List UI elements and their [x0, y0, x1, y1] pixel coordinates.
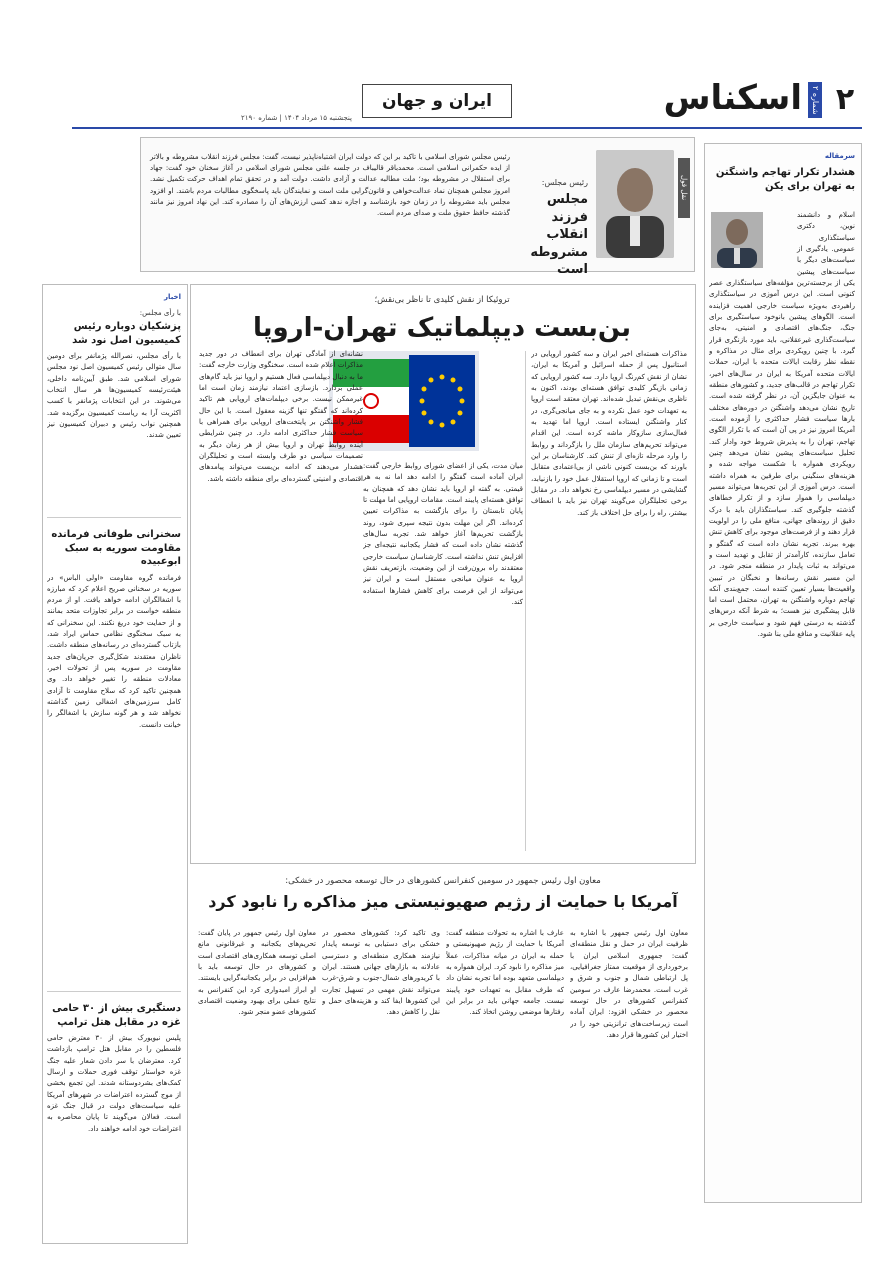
news-divider: [47, 517, 181, 518]
portrait-icon: [596, 150, 674, 258]
news-divider: [47, 991, 181, 992]
bottom-headline[interactable]: آمریکا با حمایت از رژیم صهیونیستی میز مذاکره را نابود کرد: [208, 892, 678, 911]
news-item-title[interactable]: پزشکیان دوباره رئیس کمیسیون اصل نود شد: [72, 321, 181, 346]
editorial-label: سرمقاله: [824, 152, 855, 160]
lead-headline[interactable]: بن‌بست دیپلماتیک تهران-اروپا: [252, 313, 632, 343]
brand-name: اسکناس: [663, 78, 802, 118]
lead-kicker: تروئیکا از نقش کلیدی تا ناظر بی‌نقش؛: [374, 295, 510, 305]
quote-box: [140, 137, 695, 278]
bottom-story: [190, 872, 696, 1244]
editorial-title[interactable]: هشدار تکرار تهاجم واشنگتن به تهران برای یکن: [715, 167, 855, 192]
quote-title[interactable]: مجلس فرزند انقلاب مشروطه است: [530, 192, 588, 278]
news-item-title[interactable]: دستگیری بیش از ۳۰ حامی غزه در مقابل هتل ترامپ: [52, 1003, 181, 1028]
quote-tag: نقل قول: [678, 158, 690, 218]
section-title: ایران و جهان: [362, 84, 512, 118]
bottom-column: معاون اول رئیس جمهور در پایان گفت: تحریم‌های یکجانبه و غیرقانونی مانع اصلی توسعه همکاری‌های اقتصادی است و کشورهای در حال توسعه باید با هم‌افزایی در برابر یکجانبه‌گرایی بایستند. او ابراز امیدواری کرد این کنفرانس به نتایج عملی برای بهبود وضعیت اقتصادی کشورهای عضو منجر شود.: [198, 929, 316, 1017]
news-item: [47, 525, 181, 993]
quote-body: رئیس مجلس شورای اسلامی با تاکید بر این که دولت ایران اشتباه‌ناپذیر نیست، گفت: مجلس فرزند انقلاب مشروطه و بالاتر از ایده حکمرانی اسلامی است. محمدباقر قالیباف در جلسه علنی مجلس شورای اسلامی در آغاز سخنان خود گفت: جهاد برای استقلال در مشروطه بود؛ ملت مطالبه عدالت و آزادی داشت. دولت آمد و در تحقق تمام اهداف حرکت تکمیل نشد. امروز مجلس همچنان نماد عدالت‌خواهی و قانون‌گرایی ملت است و نمایندگان باید پاسخگوی مطالبات مردم باشند. او افزود مجلس باید مشروطه را در زمان خود بازشناسد و اجازه ندهد کسی ارزش‌های آن را مصادره کند. این نهاد امروز نیز مانند گذشته حافظ حقوق ملت و صدای مردم است.: [150, 153, 510, 217]
news-item-text: با رأی مجلس، نصرالله پژمانفر برای دومین سال متوالی رئیس کمیسیون اصل نود مجلس شورای اسلامی شد. طبق آیین‌نامه داخلی، هیئت‌رئیسه کمیسیون‌ها هر سال انتخاب می‌شوند. در این انتخابات پژمانفر با کسب اکثریت آرا به ریاست کمیسیون برگزیده شد. همچنین نواب رئیس و دبیران کمیسیون نیز تعیین شدند.: [47, 352, 181, 440]
lead-column-2: میان مدت، یکی از اعضای شورای روابط خارجی گفت: ایران آماده است گفتگو را ادامه دهد اما نه به هر قیمتی. به گفته او اروپا باید نشان دهد که همچنان به توافق هسته‌ای پایبند است. مقامات اروپایی اما مهلت تا پایان تابستان را برای بازگشت به مذاکرات تعیین کرده‌اند. اگر این مهلت بدون نتیجه سپری شود، روند بازگشت تحریم‌ها آغاز خواهد شد. تجربه سال‌های گذشته نشان داده است که فشار یکجانبه نتیجه‌ای جز افزایش تنش نداشته است. کارشناسان سیاست خارجی معتقدند راه برون‌رفت از این وضعیت، بازتعریف نقش اروپا به عنوان میانجی مستقل است و ایران نیز می‌تواند از این فرصت برای کاهش فشارها استفاده کند.: [363, 462, 523, 606]
speaker-photo: [596, 150, 674, 258]
news-item-text: پلیس نیویورک بیش از ۳۰ معترض حامی فلسطین را در مقابل هتل ترامپ بازداشت کرد. معترضان با سر دادن شعار علیه جنگ غزه خواستار توقف فوری حملات و ارسال کمک‌های بشردوستانه شدند. این تجمع بخشی از موج گسترده اعتراضات در شهرهای آمریکا علیه سیاست‌های دولت در قبال جنگ غزه است. فعالان می‌گویند تا پایان محاصره به اعتراضات خود ادامه خواهند داد.: [47, 1034, 181, 1133]
news-item-text: فرمانده گروه مقاومت «اولی الباس» در سوریه در سخنانی صریح اعلام کرد که مبارزه با اشغالگران ادامه خواهد یافت. او از مردم منطقه خواست در برابر تجاوزات متحد بمانند و از حمایت خود دریغ نکنند. این سخنرانی که به سبک سخنگوی نظامی حماس ایراد شد، بازتاب گسترده‌ای در رسانه‌های منطقه داشت. ناظران معتقدند شکل‌گیری جریان‌های جدید مقاومت در سوریه پس از تحولات اخیر، معادلات منطقه را تغییر خواهد داد. وی همچنین تاکید کرد که سلاح مقاومت تا آزادی کامل سرزمین‌های اشغالی زمین گذاشته نخواهد شد و هر گونه سازش با اشغالگر را خیانت دانست.: [47, 573, 181, 729]
bottom-column: عارف با اشاره به تحولات منطقه گفت: آمریکا با حمایت از رژیم صهیونیستی و حمله به ایران در میانه مذاکرات، عملاً میز مذاکره را نابود کرد. ایران همواره به دیپلماسی متعهد بوده اما تجربه نشان داد که طرف مقابل به تعهدات خود پایبند نیست. جامعه جهانی باید در برابر این رفتارها موضعی روشن اتخاذ کند.: [446, 929, 564, 1017]
editorial-text: اسلام و دانشمند نوین، دکتری سیاستگذاری عمومی. یادگیری از سیاست‌های دیگر با سیاست‌های پیشین یکی از برجسته‌ترین مؤلفه‌های سیاستگذاری عصر کنونی است. این درس آموزی در سیاستگذاری راهبردی به‌ویژه سیاست خارجی اهمیت فزاینده است. الگوهای پیشین بانوخود سیاستگیری برای جنگ، جنگ‌های اقتصادی و امنیتی، به‌جای سیاست‌گذاری غیرعقلانی، باید مورد بازنگری قرار گیرد. با چنین رویکردی برای مثال در مذاکره و نقطه نظر رقابت ایالات متحده با ایران، حملات ایالات متحده آمریکا به ایران در سال‌های اخیر، تکرار تهاجم در قالب‌های جدید، و کشورهای منطقه به عنوان جایگزین آن، در نظر گرفته شده است. تاریخ نشان می‌دهد واشنگتن در دوره‌های مختلف بارها سیاست فشار حداکثری را آزموده است. آمریکا امروز نیز در پی آن است که با تکرار الگوی تهاجم، تهران را به پذیرش شروط خود وادار کند. تحلیل سیاست‌های پیشین نشان می‌دهد چنین رویکردی همواره با شکست مواجه شده و هزینه‌های سنگینی برای طرفین به همراه داشته است. درس آموزی از این تجربه‌ها می‌تواند مسیر دیپلماسی را هموار سازد و از تکرار خطاهای گذشته جلوگیری کند. سیاستگذاران باید با درک دقیق از روندهای جهانی، منافع ملی را در اولویت قرار دهند و از فرصت‌های موجود برای کاهش تنش بهره ببرند. تجربه نشان داده است که گفتگو و تعامل سازنده، کارآمدتر از تقابل و تهدید است و می‌تواند به ثبات پایدار در منطقه منجر شود. در این مسیر نقش رسانه‌ها و نخبگان در تبیین واقعیت‌ها بسیار تعیین کننده است. جمع‌بندی آنکه تهاجم دوباره واشنگتن به تهران، محتمل است اما قابل پیشگیری نیز هست؛ به شرط آنکه درس‌های گذشته به درستی فهم شود و سیاست خارجی بر پایه عقلانیت و منافع ملی بنا شود.: [709, 211, 855, 639]
brand-tag: شماره ۲: [808, 82, 822, 118]
bottom-column: وی تاکید کرد: کشورهای محصور در خشکی برای دستیابی به توسعه پایدار نیازمند همکاری منطقه‌ای و دسترسی عادلانه به بازارهای جهانی هستند. ایران با کریدورهای شمال-جنوب و شرق-غرب می‌تواند نقش مهمی در تسهیل تجارت این کشورها ایفا کند و هزینه‌های حمل و نقل را کاهش دهد.: [322, 929, 440, 1017]
dateline: پنجشنبه ۱۵ مرداد ۱۴۰۴ | شماره ۲۱۹۰: [240, 114, 352, 122]
bottom-kicker: معاون اول رئیس جمهور در سومین کنفرانس کشورهای در حال توسعه محصور در خشکی:: [285, 876, 601, 886]
quote-kicker: رئیس مجلس:: [541, 178, 588, 187]
news-label: اخبار: [164, 293, 181, 301]
lead-story: [190, 284, 696, 864]
brand-logo[interactable]: [663, 78, 822, 122]
editorial-column: [704, 143, 862, 1203]
bottom-column: معاون اول رئیس جمهور با اشاره به ظرفیت ایران در حمل و نقل منطقه‌ای گفت: جمهوری اسلامی ایران با برخورداری از موقعیت ممتاز جغرافیایی، پل ارتباطی شمال و جنوب و شرق و غرب است. محمدرضا عارف در سومین کنفرانس کشورهای در حال توسعه محصور در خشکی افزود: ایران آماده است زیرساخت‌های ترانزیتی خود را در اختیار این کشورها قرار دهد.: [570, 929, 688, 1039]
page-number: ۲: [835, 82, 855, 117]
news-item-kicker: با رأی مجلس:: [139, 309, 181, 317]
column-divider: [525, 351, 526, 851]
masthead-rule: [72, 127, 862, 129]
news-item-title[interactable]: سخنرانی طوفانی فرمانده مقاومت سوریه به سبک ابوعبیده: [51, 529, 181, 567]
lead-column-1: مذاکرات هسته‌ای اخیر ایران و سه کشور اروپایی در استانبول پس از حمله اسرائیل و آمریکا به ایران، نشان از نقش کم‌رنگ اروپا دارد. سه کشور اروپایی که زمانی بازیگر کلیدی توافق هسته‌ای بودند، اکنون به ناظری بی‌نقش تبدیل شده‌اند. تهران معتقد است اروپا به تعهدات خود عمل نکرده و به جای میانجی‌گری، در کنار واشنگتن ایستاده است. اروپا اما تهدید به فعال‌سازی سازوکار ماشه کرده است. این اقدام می‌تواند تحریم‌های سازمان ملل را بازگرداند و روابط را وارد مرحله تازه‌ای از تنش کند. کارشناسان بر این باورند که بن‌بست کنونی ناشی از بی‌اعتمادی متقابل است و تا زمانی که اروپا استقلال عمل خود را بازنیابد، گشایشی در مسیر دیپلماسی رخ نخواهد داد. در مقابل برخی تحلیلگران می‌گویند تهران نیز باید با انعطاف بیشتر، راه را برای حل اختلاف باز کند.: [531, 350, 687, 517]
quote-heading: [518, 178, 588, 279]
editorial-body: [709, 210, 855, 1195]
news-item: [47, 309, 181, 521]
news-item: [47, 999, 181, 1233]
news-column: [42, 284, 188, 1244]
lead-column-3: نشانه‌ای از آمادگی تهران برای انعطاف در دور جدید مذاکرات اعلام شده است. سخنگوی وزارت خارجه گفت: ما به دنبال دیپلماسی فعال هستیم و اروپا نیز باید گام‌های عملی بردارد. بازسازی اعتماد نیازمند زمان است اما غیرممکن نیست. برخی دیپلمات‌های اروپایی هم تاکید کرده‌اند که گفتگو تنها گزینه معقول است. با این حال فشار واشنگتن بر پایتخت‌های اروپایی برای همراهی با سیاست فشار حداکثری ادامه دارد. در چنین شرایطی آینده روابط تهران و اروپا بیش از هر زمان دیگر به تصمیمات سیاسی دو طرف وابسته است و تحلیلگران هشدار می‌دهند که ادامه بن‌بست می‌تواند پیامدهای اقتصادی و امنیتی گسترده‌ای برای منطقه داشته باشد.: [199, 350, 363, 483]
